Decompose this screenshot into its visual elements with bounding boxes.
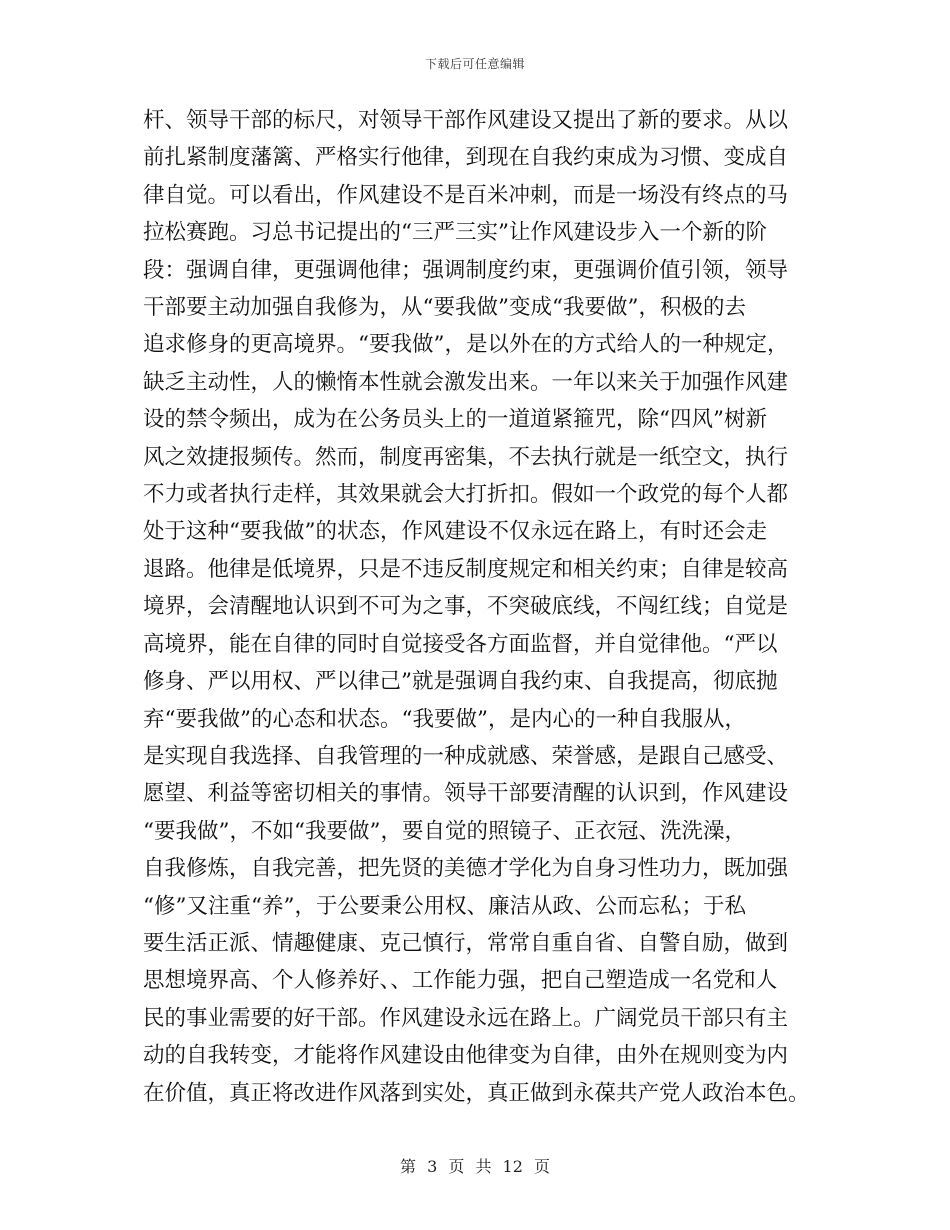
text-line: 民的事业需要的好干部。作风建设永远在路上。广阔党员干部只有主 xyxy=(143,1005,789,1031)
text-line: 退路。他律是低境界，只是不违反制度规定和相关约束；自律是较高 xyxy=(143,556,789,582)
text-line: 要生活正派、情趣健康、克己慎行，常常自重自省、自警自励，做到 xyxy=(143,930,789,956)
text-line: 在价值，真正将改进作风落到实处，真正做到永葆共产党人政治本色。 xyxy=(143,1080,810,1106)
text-line: 是实现自我选择、自我管理的一种成就感、荣誉感，是跟自己感受、 xyxy=(143,743,789,769)
body-text xyxy=(143,102,808,1112)
text-line: 缺乏主动性，人的懒惰本性就会激发出来。一年以来关于加强作风建 xyxy=(143,369,789,395)
text-line: “修”又注重“养”，于公要秉公用权、廉洁从政、公而忘私；于私 xyxy=(143,893,746,919)
page-number-footer: 第 3 页 共 12 页 xyxy=(400,1157,550,1176)
text-line: 弃“要我做”的心态和状态。“我要做”，是内心的一种自我服从， xyxy=(143,706,746,732)
text-line: 修身、严以用权、严以律己”就是强调自我约束、自我提高，彻底抛 xyxy=(143,669,778,695)
text-line: 自我修炼，自我完善，把先贤的美德才学化为自身习性功力，既加强 xyxy=(143,856,789,882)
text-line: 前扎紧制度藩篱、严格实行他律，到现在自我约束成为习惯、变成自 xyxy=(143,145,789,171)
text-line: 拉松赛跑。习总书记提出的“三严三实”让作风建设步入一个新的阶 xyxy=(143,220,767,246)
page-header: 下载后可任意编辑 xyxy=(424,57,525,71)
text-line: 设的禁令频出，成为在公务员头上的一道道紧箍咒，除“四风”树新 xyxy=(143,407,767,433)
text-line: 追求修身的更高境界。“要我做”，是以外在的方式给人的一种规定， xyxy=(143,332,789,358)
text-line: 境界，会清醒地认识到不可为之事，不突破底线，不闯红线；自觉是 xyxy=(143,594,789,620)
text-line: 段：强调自律，更强调他律；强调制度约束，更强调价值引领，领导 xyxy=(143,257,789,283)
text-line: 动的自我转变，才能将作风建设由他律变为自律，由外在规则变为内 xyxy=(143,1043,789,1069)
text-line: 风之效捷报频传。然而，制度再密集，不去执行就是一纸空文，执行 xyxy=(143,444,789,470)
text-line: 杆、领导干部的标尺，对领导干部作风建设又提出了新的要求。从以 xyxy=(143,108,789,133)
text-line: “要我做”，不如“我要做”，要自觉的照镜子、正衣冠、洗洗澡， xyxy=(143,818,746,844)
text-line: 愿望、利益等密切相关的事情。领导干部要清醒的认识到，作风建设 xyxy=(143,781,789,807)
text-line: 高境界，能在自律的同时自觉接受各方面监督，并自觉律他。“严以 xyxy=(143,631,778,657)
text-line: 处于这种“要我做”的状态，作风建设不仅永远在路上，有时还会走 xyxy=(143,519,767,545)
text-line: 律自觉。可以看出，作风建设不是百米冲刺，而是一场没有终点的马 xyxy=(143,182,789,208)
text-line: 不力或者执行走样，其效果就会大打折扣。假如一个政党的每个人都 xyxy=(143,482,789,508)
text-line: 干部要主动加强自我修为，从“要我做”变成“我要做”，积极的去 xyxy=(143,295,746,321)
text-line: 思想境界高、个人修养好、、工作能力强，把自己塑造成一名党和人 xyxy=(143,968,778,994)
